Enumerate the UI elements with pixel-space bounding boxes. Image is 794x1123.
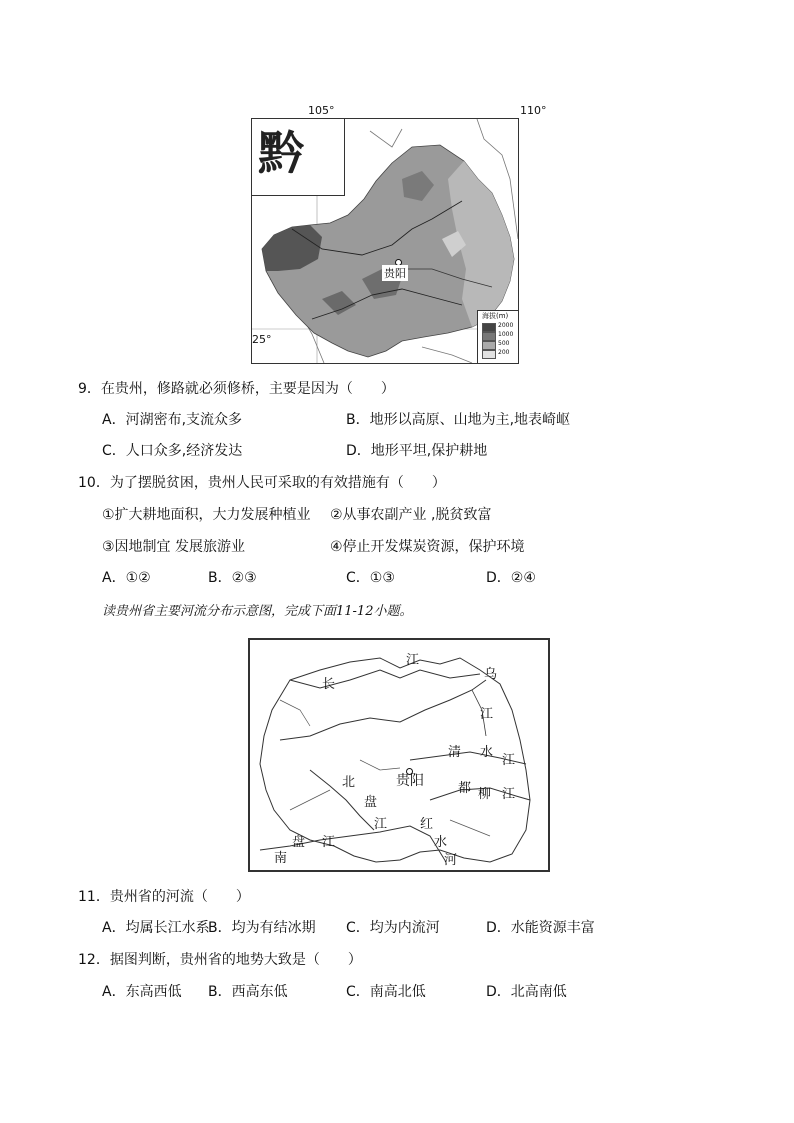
label-du: 都 xyxy=(458,781,472,796)
label-liu: 柳 xyxy=(478,787,492,802)
q10-stem: 10．为了摆脱贫困，贵州人民可采取的有效措施有（ ） xyxy=(78,475,446,491)
longitude-110-label: 110° xyxy=(520,104,547,117)
q11-option-d: D．水能资源丰富 xyxy=(486,920,595,936)
q12-stem: 12．据图判断，贵州省的地势大致是（ ） xyxy=(78,952,362,968)
longitude-105-label: 105° xyxy=(308,104,335,117)
legend-value: 500 xyxy=(498,340,510,347)
label-shui-1: 水 xyxy=(480,745,494,760)
q12-option-c: C．南高北低 xyxy=(346,984,426,1000)
label-pan-1: 盘 xyxy=(364,795,378,810)
label-pan-2: 盘 xyxy=(292,835,306,850)
q9-stem: 9．在贵州，修路就必须修桥，主要是因为（ ） xyxy=(78,381,395,397)
label-he: 河 xyxy=(444,853,458,868)
label-shui-2: 水 xyxy=(434,835,448,850)
label-jiang-4: 江 xyxy=(374,817,388,832)
section-intro: 读贵州省主要河流分布示意图，完成下面11-12小题。 xyxy=(102,604,413,619)
q10-option-c: C．①③ xyxy=(346,570,395,586)
label-jiang-3: 江 xyxy=(502,753,516,768)
legend-value: 1000 xyxy=(498,331,514,338)
label-wu: 乌 xyxy=(484,667,498,682)
inset-calligraphy-text: 黔 xyxy=(258,126,304,180)
legend-row-2000 xyxy=(482,322,516,330)
legend-swatch xyxy=(482,350,496,359)
legend-value: 200 xyxy=(498,349,510,356)
q9-option-d: D．地形平坦,保护耕地 xyxy=(346,443,488,459)
label-jiang-5: 江 xyxy=(502,787,516,802)
guizhou-relief-map xyxy=(251,118,519,364)
guiyang-label: 贵阳 xyxy=(384,267,406,280)
latitude-25-label: 25° xyxy=(252,333,272,346)
q9-option-c: C．人口众多,经济发达 xyxy=(102,443,243,459)
q11-option-b: B．均为有结冰期 xyxy=(208,920,316,936)
q10-option-b: B．②③ xyxy=(208,570,257,586)
label-nan: 南 xyxy=(274,851,288,866)
label-jiang-2: 江 xyxy=(480,707,494,722)
q11-stem: 11．贵州省的河流（ ） xyxy=(78,889,250,905)
q10-statement-1: ①扩大耕地面积，大力发展种植业 xyxy=(102,507,311,523)
q9-option-a: A．河湖密布,支流众多 xyxy=(102,412,243,428)
label-jiang-1: 江 xyxy=(406,653,420,668)
q11-option-a: A．均属长江水系 xyxy=(102,920,210,936)
label-chang: 长 xyxy=(322,677,336,692)
legend-row-1000 xyxy=(482,331,516,339)
legend-row-500 xyxy=(482,340,516,348)
guizhou-rivers-map xyxy=(248,638,550,872)
legend-value: 2000 xyxy=(498,322,514,329)
label-qing: 清 xyxy=(448,745,462,760)
q10-statement-2: ②从事农副产业 ,脱贫致富 xyxy=(330,507,492,523)
q12-option-d: D．北高南低 xyxy=(486,984,567,1000)
q9-option-b: B．地形以高原、山地为主,地表崎岖 xyxy=(346,412,571,428)
label-bei: 北 xyxy=(342,775,356,790)
label-hong: 红 xyxy=(420,817,434,832)
q10-statement-4: ④停止开发煤炭资源，保护环境 xyxy=(330,539,525,555)
label-guiyang: 贵阳 xyxy=(396,773,424,789)
q10-statement-3: ③因地制宜 发展旅游业 xyxy=(102,539,246,555)
q12-option-a: A．东高西低 xyxy=(102,984,182,1000)
inset-calligraphy-box xyxy=(252,119,345,196)
q11-option-c: C．均为内流河 xyxy=(346,920,440,936)
q10-option-a: A．①② xyxy=(102,570,151,586)
legend-title: 海拔(m) xyxy=(482,312,509,320)
elevation-legend xyxy=(477,310,518,363)
q12-option-b: B．西高东低 xyxy=(208,984,288,1000)
legend-row-200 xyxy=(482,349,516,357)
q10-option-d: D．②④ xyxy=(486,570,536,586)
label-jiang-6: 江 xyxy=(322,835,336,850)
